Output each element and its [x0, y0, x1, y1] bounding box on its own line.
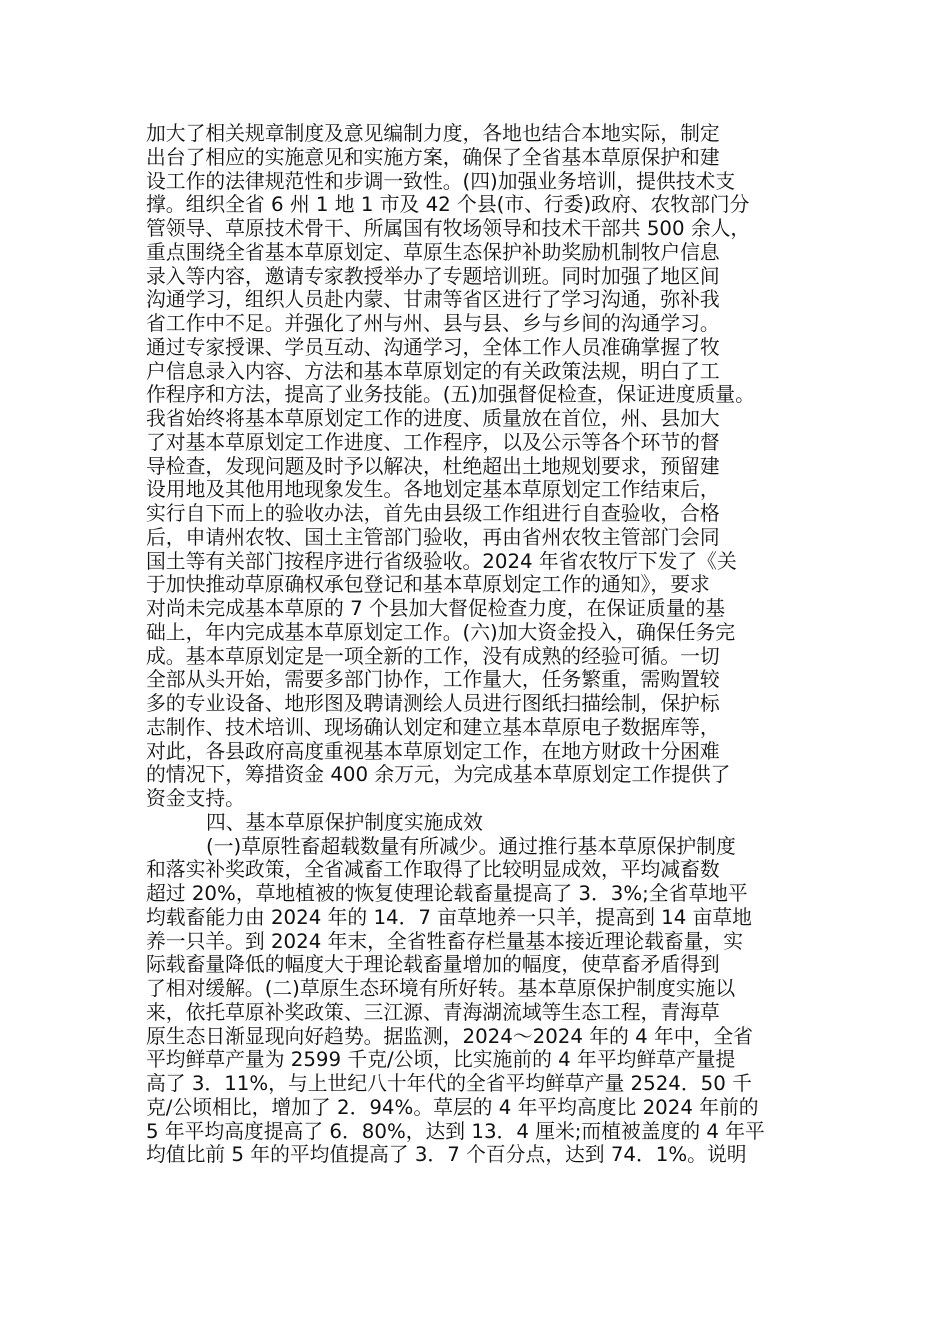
text-line: 资金支持。: [146, 787, 245, 810]
text-line: 均值比前 5 年的平均值提高了 3．7 个百分点，达到 74．1%。说明: [146, 1143, 747, 1167]
text-line: 了对基本草原划定工作进度、工作程序，以及公示等各个环节的督: [146, 430, 720, 454]
text-line: 导检查，发现问题及时予以解决，杜绝超出土地规划要求，预留建: [146, 454, 720, 478]
text-line: 后，申请州农牧、国土主管部门验收，再由省州农牧主管部门会同: [146, 525, 720, 549]
text-line: 际载畜量降低的幅度大于理论载畜量增加的幅度，使草畜矛盾得到: [146, 953, 720, 977]
text-line: 撑。组织全省 6 州 1 地 1 市及 42 个县(市、行委)政府、农牧部门分: [146, 193, 750, 217]
text-line: 的情况下，筹措资金 400 余万元，为完成基本草原划定工作提供了: [146, 763, 731, 787]
text-line: 重点围绕全省基本草原划定、草原生态保护补助奖励机制牧户信息: [146, 240, 720, 264]
text-line: 平均鲜草产量为 2599 千克/公顷，比实施前的 4 年平均鲜草产量提: [146, 1048, 736, 1072]
text-line: 高了 3．11%，与上世纪八十年代的全省平均鲜草产量 2524．50 千: [146, 1072, 752, 1095]
text-line: (一)草原牲畜超载数量有所减少。通过推行基本草原保护制度: [206, 834, 736, 858]
text-line: 对尚未完成基本草原的 7 个县加大督促检查力度，在保证质量的基: [146, 597, 726, 620]
text-line: 础上，年内完成基本草原划定工作。(六)加大资金投入，确保任务完: [146, 620, 736, 644]
text-line: 超过 20%，草地植被的恢复使理论载畜量提高了 3．3%;全省草地平: [146, 882, 748, 905]
text-line: 作程序和方法，提高了业务技能。(五)加强督促检查，保证进度质量。: [146, 383, 755, 407]
text-line: 全部从头开始，需要多部门协作，工作量大，任务繁重，需购置较: [146, 668, 720, 692]
text-line: 来，依托草原补奖政策、三江源、青海湖流域等生态工程，青海草: [146, 1000, 720, 1024]
text-line: 管领导、草原技术骨干、所属国有牧场领导和技术干部共 500 余人，: [146, 217, 751, 240]
section-heading: 四、基本草原保护制度实施成效: [206, 810, 483, 834]
text-line: 户信息录入内容、方法和基本草原划定的有关政策法规，明白了工: [146, 359, 720, 383]
text-line: 于加快推动草原确权承包登记和基本草原划定工作的通知》，要求: [146, 573, 710, 597]
text-line: 省工作中不足。并强化了州与州、县与县、乡与乡间的沟通学习。: [146, 312, 720, 335]
text-line: 5 年平均高度提高了 6．80%，达到 13．4 厘米;而植被盖度的 4 年平: [146, 1119, 765, 1143]
text-line: 录入等内容，邀请专家教授举办了专题培训班。同时加强了地区间: [146, 264, 720, 288]
text-line: 多的专业设备、地形图及聘请测绘人员进行图纸扫描绘制，保护标: [146, 692, 720, 715]
text-line: 沟通学习，组织人员赴内蒙、甘肃等省区进行了学习沟通，弥补我: [146, 288, 720, 312]
text-line: 原生态日渐显现向好趋势。据监测，2024～2024 年的 4 年中，全省: [146, 1024, 753, 1048]
text-line: 设用地及其他用地现象发生。各地划定基本草原划定工作结束后，: [146, 478, 720, 502]
text-line: 设工作的法律规范性和步调一致性。(四)加强业务培训，提供技术支: [146, 169, 736, 193]
text-line: 志制作、技术培训、现场确认划定和建立基本草原电子数据库等，: [146, 715, 720, 739]
text-line: 我省始终将基本草原划定工作的进度、质量放在首位，州、县加大: [146, 407, 720, 430]
text-line: 均载畜能力由 2024 年的 14．7 亩草地养一只羊，提高到 14 亩草地: [146, 905, 752, 929]
text-line: 出台了相应的实施意见和实施方案，确保了全省基本草原保护和建: [146, 145, 720, 169]
text-line: 克/公顷相比，增加了 2．94%。草层的 4 年平均高度比 2024 年前的: [146, 1095, 759, 1119]
text-line: 养一只羊。到 2024 年末，全省牲畜存栏量基本接近理论载畜量，实: [146, 929, 744, 953]
text-line: 加大了相关规章制度及意见编制力度，各地也结合本地实际，制定: [146, 122, 720, 145]
text-line: 国土等有关部门按程序进行省级验收。2024 年省农牧厅下发了《关: [146, 549, 737, 573]
body-text: [146, 122, 811, 1167]
text-line: 实行自下而上的验收办法，首先由县级工作组进行自查验收，合格: [146, 502, 720, 525]
text-line: 成。基本草原划定是一项全新的工作，没有成熟的经验可循。一切: [146, 644, 720, 668]
text-line: 对此，各县政府高度重视基本草原划定工作，在地方财政十分困难: [146, 739, 720, 763]
text-line: 了相对缓解。(二)草原生态环境有所好转。基本草原保护制度实施以: [146, 977, 736, 1000]
text-line: 和落实补奖政策，全省减畜工作取得了比较明显成效，平均减畜数: [146, 858, 720, 882]
text-line: 通过专家授课、学员互动、沟通学习，全体工作人员准确掌握了牧: [146, 335, 720, 359]
